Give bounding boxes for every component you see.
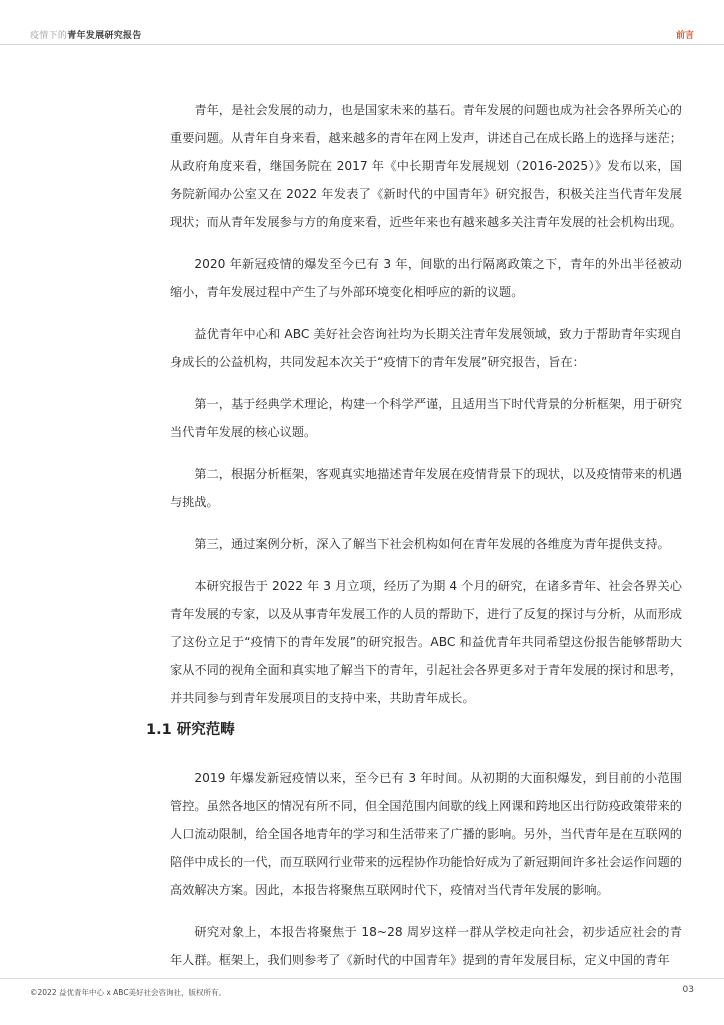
- section-paragraph-2: 研究对象上，本报告将聚焦于 18~28 周岁这样一群从学校走向社会，初步适应社会的青年人群。框架上，我们则参考了《新时代的中国青年》提到的青年发展目标，定义中国的青年: [170, 925, 682, 967]
- section-label: 前言: [675, 31, 694, 41]
- copyright-notice: ©2022 益优青年中心 x ABC美好社会咨询社，版权所有。: [30, 988, 227, 997]
- page-footer: [0, 978, 724, 1025]
- intro-body: [170, 96, 682, 712]
- intro-paragraph-3: 益优青年中心和 ABC 美好社会咨询社均为长期关注青年发展领域，致力于帮助青年实现自身成长的公益机构，共同发起本次关于“疫情下的青年发展”研究报告，旨在：: [170, 327, 682, 369]
- report-title-main: 青年发展研究报告: [67, 31, 142, 41]
- report-title: [30, 28, 142, 41]
- section-paragraph-1: 2019 年爆发新冠疫情以来，至今已有 3 年时间。从初期的大面积爆发，到目前的小范围管控。虽然各地区的情况有所不同，但全国范围内间歇的线上网课和跨地区出行防疫政策带来的人口流动限制，给全国各地青年的学习和生活带来了广播的影响。另外，当代青年是在互联网的陪伴中成长的一代，而互联网行业带来的远程协作功能恰好成为了新冠期间许多社会运作问题的高效解决方案。因此，本报告将聚焦互联网时代下，疫情对当代青年发展的影响。: [170, 771, 682, 897]
- page-header: [0, 0, 724, 45]
- section-body: [170, 764, 682, 974]
- intro-paragraph-1: 青年，是社会发展的动力，也是国家未来的基石。青年发展的问题也成为社会各界所关心的重要问题。从青年自身来看，越来越多的青年在网上发声，讲述自己在成长路上的选择与迷茫；从政府角度来看，继国务院在 2017 年《中长期青年发展规划（2016-2025）》发布以来，国务院新闻办公室又在 2022 年发表了《新时代的中国青年》研究报告，积极关注当代青年发展现状；而从青年发展参与方的角度来看，近些年来也有越来越多关注青年发展的社会机构出现。: [170, 103, 682, 229]
- intro-paragraph-2: 2020 年新冠疫情的爆发至今已有 3 年，间歇的出行隔离政策之下，青年的外出半径被动缩小，青年发展过程中产生了与外部环境变化相呼应的新的议题。: [170, 257, 682, 299]
- page-number: 03: [682, 985, 694, 995]
- intro-paragraph-4: 第一，基于经典学术理论，构建一个科学严谨，且适用当下时代背景的分析框架，用于研究当代青年发展的核心议题。: [170, 397, 682, 439]
- report-title-prefix: 疫情下的: [30, 31, 68, 41]
- intro-paragraph-5: 第二，根据分析框架，客观真实地描述青年发展在疫情背景下的现状，以及疫情带来的机遇与挑战。: [170, 467, 682, 509]
- section-heading: 1.1 研究范畴: [146, 722, 235, 738]
- intro-paragraph-7: 本研究报告于 2022 年 3 月立项，经历了为期 4 个月的研究，在诸多青年、社会各界关心青年发展的专家，以及从事青年发展工作的人员的帮助下，进行了反复的探讨与分析，从而形成了这份立足于“疫情下的青年发展”的研究报告。ABC 和益优青年共同希望这份报告能够帮助大家从不同的视角全面和真实地了解当下的青年，引起社会各界更多对于青年发展的探讨和思考，并共同参与到青年发展项目的支持中来，共助青年成长。: [170, 579, 682, 705]
- intro-paragraph-6: 第三，通过案例分析，深入了解当下社会机构如何在青年发展的各维度为青年提供支持。: [194, 537, 670, 551]
